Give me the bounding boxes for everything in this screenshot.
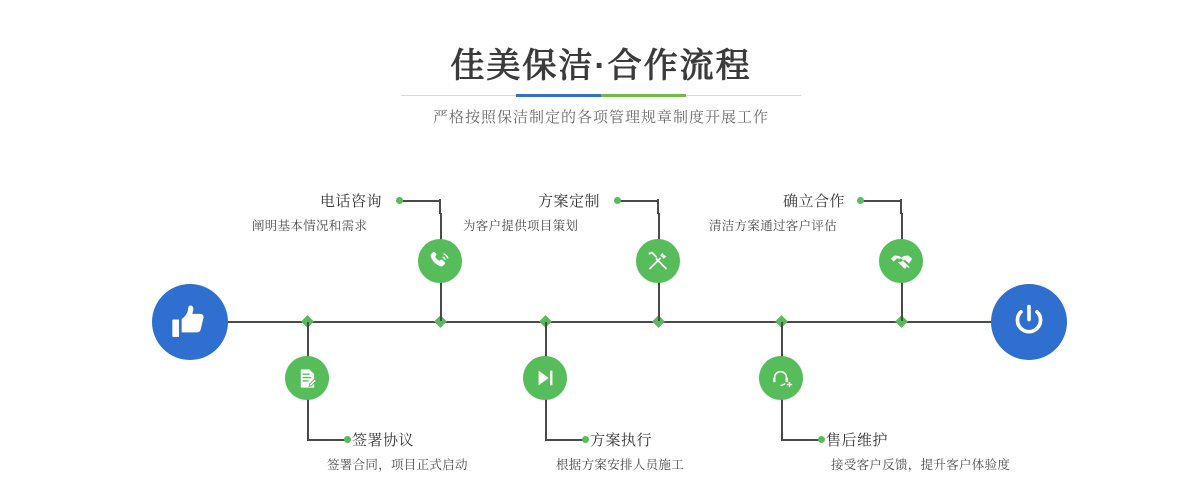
branch-endpoint-dot [614,197,621,204]
timeline-end-badge [991,284,1067,360]
page-subtitle: 严格按照保洁制定的各项管理规章制度开展工作 [432,109,769,126]
step-desc-5: 清洁方案通过客户评估 [709,219,838,233]
step-label-3: 方案定制 [538,193,601,210]
step-label-1: 电话咨询 [320,193,383,210]
handshake-icon [889,249,914,274]
branch-line-elbow [657,199,659,214]
step-icon-5 [879,239,923,283]
branch-line-horizontal [860,200,902,202]
branch-endpoint-dot [396,197,403,204]
timeline-start-badge [152,284,228,360]
branch-line-horizontal [617,200,659,202]
step-icon-6 [759,356,803,400]
step-label-2: 签署协议 [352,432,415,449]
page-title: 佳美保洁·合作流程 [450,47,752,85]
step-label-5: 确立合作 [783,193,846,210]
branch-endpoint-dot [857,197,864,204]
branch-line-elbow [900,199,902,214]
step-icon-1 [418,239,462,283]
phone-ring-icon [428,249,452,273]
branch-endpoint-dot [818,436,825,443]
thumbs-up-icon [170,302,210,342]
branch-endpoint-dot [344,436,351,443]
step-icon-3 [636,239,680,283]
step-label-6: 售后维护 [826,432,889,449]
tools-icon [646,249,670,273]
power-icon [1008,301,1050,343]
branch-line-horizontal [307,439,347,441]
step-icon-4 [523,356,567,400]
step-icon-2 [285,356,329,400]
divider-accent-blue [516,94,601,97]
step-desc-2: 签署合同，项目正式启动 [327,458,468,472]
step-desc-1: 阐明基本情况和需求 [252,219,368,233]
step-desc-6: 接受客户反馈，提升客户体验度 [831,458,1011,472]
play-skip-icon [534,367,556,389]
branch-line-horizontal [399,200,441,202]
step-desc-4: 根据方案安排人员施工 [556,458,685,472]
branch-line-elbow [439,199,441,214]
title-divider [401,94,801,97]
branch-line-horizontal [781,439,821,441]
branch-line-horizontal [545,439,585,441]
step-label-4: 方案执行 [590,432,653,449]
divider-accent-green [601,94,686,97]
step-desc-3: 为客户提供项目策划 [463,219,579,233]
support-agent-icon [770,367,793,390]
branch-endpoint-dot [582,436,589,443]
document-edit-icon [296,367,319,390]
